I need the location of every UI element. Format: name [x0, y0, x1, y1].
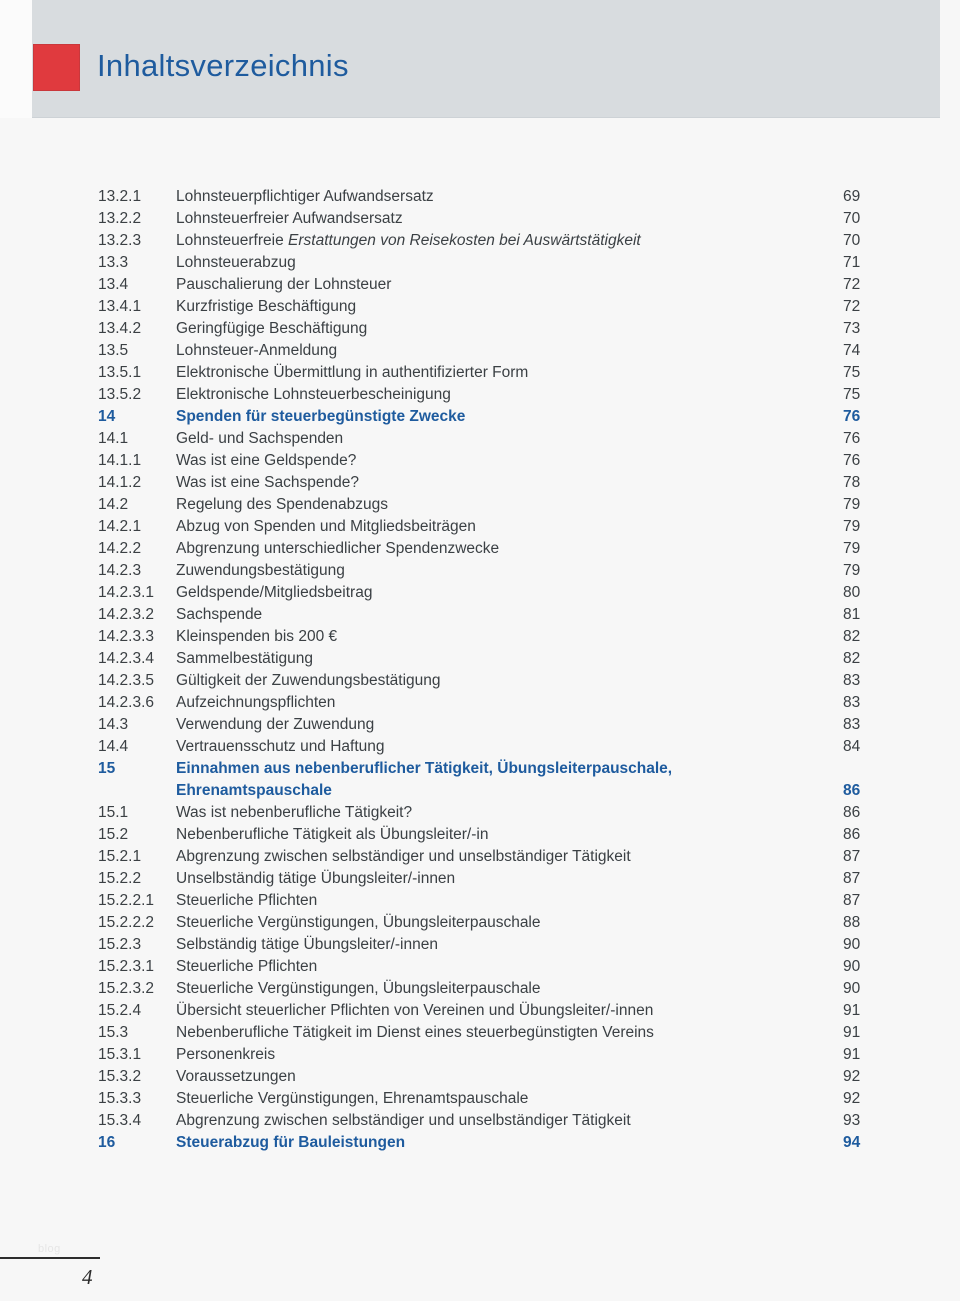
toc-entry-number: 15.2.3.2: [98, 980, 155, 997]
toc-entry-page: 79: [843, 540, 861, 557]
toc-entry[interactable]: [0, 208, 960, 230]
toc-entry[interactable]: [0, 692, 960, 714]
toc-entry-page: 73: [843, 320, 861, 337]
toc-entry-number: 13.4: [98, 276, 129, 293]
toc-entry-page: 72: [843, 276, 861, 293]
toc-entry[interactable]: [0, 714, 960, 736]
toc-entry[interactable]: [0, 252, 960, 274]
toc-entry-page: 75: [843, 364, 861, 381]
toc-entry-number: 15.3.3: [98, 1090, 142, 1107]
toc-entry-title: Spenden für steuerbegünstigte Zwecke: [176, 408, 466, 425]
toc-entry-number: 15.2: [98, 826, 129, 843]
toc-entry-number: 15.2.3.1: [98, 958, 155, 975]
toc-entry-title: Pauschalierung der Lohnsteuer: [176, 276, 392, 293]
toc-entry[interactable]: [0, 912, 960, 934]
toc-entry-page: 79: [843, 562, 861, 579]
toc-entry-page: 86: [843, 826, 861, 843]
toc-entry[interactable]: [0, 362, 960, 384]
toc-entry-title: Aufzeichnungspflichten: [176, 694, 336, 711]
toc-entry[interactable]: [0, 736, 960, 758]
toc-entry-title: Übersicht steuerlicher Pflichten von Vereinen und Übungsleiter/-innen: [176, 1002, 654, 1019]
toc-entry-number: 14.2.3.5: [98, 672, 155, 689]
toc-entry-page: 90: [843, 958, 861, 975]
toc-entry-page: 83: [843, 716, 861, 733]
toc-entry-number: 14.2.3.2: [98, 606, 155, 623]
toc-entry-number: 15.2.2: [98, 870, 142, 887]
toc-entry-title: Zuwendungsbestätigung: [176, 562, 345, 579]
toc-entry-page: 83: [843, 672, 861, 689]
toc-entry-page: 91: [843, 1046, 861, 1063]
toc-entry-title: Personenkreis: [176, 1046, 276, 1063]
page-footer: [0, 1221, 960, 1301]
toc-entry[interactable]: [0, 186, 960, 208]
toc-entry-title: Geld- und Sachspenden: [176, 430, 344, 447]
toc-entry-page: 69: [843, 188, 861, 205]
toc-entry[interactable]: [0, 582, 960, 604]
toc-entry-number: 16: [98, 1134, 116, 1151]
toc-entry-page: 84: [843, 738, 861, 755]
toc-entry[interactable]: [0, 406, 960, 428]
toc-entry-number: 14.4: [98, 738, 129, 755]
toc-entry-title: Regelung des Spendenabzugs: [176, 496, 389, 513]
toc-entry-page: 94: [843, 1134, 861, 1151]
toc-entry-page: 72: [843, 298, 861, 315]
toc-entry-title: Was ist eine Sachspende?: [176, 474, 359, 491]
toc-entry-title: Steuerliche Pflichten: [176, 892, 318, 909]
toc-entry-number: 14.1.1: [98, 452, 142, 469]
toc-entry-title: Gültigkeit der Zuwendungsbestätigung: [176, 672, 441, 689]
toc-entry-page: 76: [843, 430, 861, 447]
toc-entry[interactable]: [0, 318, 960, 340]
left-gutter: [0, 0, 32, 118]
toc-entry-page: 87: [843, 892, 861, 909]
toc-entry-number: 14.1: [98, 430, 129, 447]
toc-entry-title: Vertrauensschutz und Haftung: [176, 738, 385, 755]
toc-entry[interactable]: [0, 648, 960, 670]
toc-entry-title: Geldspende/Mitgliedsbeitrag: [176, 584, 373, 601]
toc-entry-title: Steuerliche Vergünstigungen, Ehrenamtspauschale: [176, 1090, 529, 1107]
toc-entry-number: 14.2: [98, 496, 129, 513]
toc-entry-page: 92: [843, 1068, 861, 1085]
toc-entry[interactable]: [0, 340, 960, 362]
toc-entry[interactable]: [0, 1044, 960, 1066]
toc-entry[interactable]: [0, 802, 960, 824]
toc-entry-page: 74: [843, 342, 861, 359]
toc-entry-number: 15.3.1: [98, 1046, 142, 1063]
toc-entry-number: 15: [98, 760, 116, 777]
toc-entry-title: Was ist nebenberufliche Tätigkeit?: [176, 804, 413, 821]
toc-entry-title: Steuerliche Vergünstigungen, Übungsleiterpauschale: [176, 980, 541, 997]
toc-entry-page: 82: [843, 650, 861, 667]
toc-entry-title: Selbständig tätige Übungsleiter/-innen: [176, 936, 438, 953]
toc-entry-number: 13.3: [98, 254, 129, 271]
toc-entry-number: 13.5: [98, 342, 129, 359]
toc-entry[interactable]: [0, 274, 960, 296]
toc-entry-title: Abgrenzung zwischen selbständiger und unselbständiger Tätigkeit: [176, 848, 631, 865]
toc-entry-page: 88: [843, 914, 861, 931]
toc-entry-page: 90: [843, 980, 861, 997]
toc-entry-page: 75: [843, 386, 861, 403]
toc-entry[interactable]: [0, 230, 960, 252]
toc-entry-page: 70: [843, 232, 861, 249]
red-accent-square: [34, 45, 79, 90]
toc-entry-title: Kleinspenden bis 200 €: [176, 628, 338, 645]
toc-entry[interactable]: [0, 978, 960, 1000]
toc-entry-title: Sammelbestätigung: [176, 650, 313, 667]
toc-entry-number: 14.2.3.4: [98, 650, 155, 667]
toc-entry-number: 13.5.2: [98, 386, 142, 403]
toc-entry-number: 14.1.2: [98, 474, 142, 491]
page-title: Inhaltsverzeichnis: [97, 48, 349, 83]
table-of-contents: [0, 186, 960, 1154]
toc-entry[interactable]: [0, 934, 960, 956]
toc-entry-page: 92: [843, 1090, 861, 1107]
toc-entry-title: Nebenberufliche Tätigkeit als Übungsleiter/-in: [176, 826, 489, 843]
toc-entry[interactable]: [0, 472, 960, 494]
toc-entry-number: 15.3.2: [98, 1068, 142, 1085]
toc-entry-title-emphasis: Erstattungen von Reisekosten bei Auswärtstätigkeit: [288, 232, 641, 249]
toc-entry-page: 87: [843, 870, 861, 887]
toc-entry-title: Lohnsteuerfreier Aufwandsersatz: [176, 210, 403, 227]
toc-entry[interactable]: [0, 296, 960, 318]
toc-entry-number: 14.3: [98, 716, 129, 733]
toc-entry-number: 15.3: [98, 1024, 129, 1041]
toc-entry[interactable]: [0, 560, 960, 582]
toc-entry[interactable]: [0, 1022, 960, 1044]
toc-entry-page: 80: [843, 584, 861, 601]
toc-entry-title: Lohnsteuerpflichtiger Aufwandsersatz: [176, 188, 434, 205]
toc-entry[interactable]: [0, 538, 960, 560]
toc-entry-page: 70: [843, 210, 861, 227]
toc-entry-page: 86: [843, 804, 861, 821]
toc-entry-title: Steuerliche Vergünstigungen, Übungsleiterpauschale: [176, 914, 541, 931]
toc-entry-title: Elektronische Lohnsteuerbescheinigung: [176, 386, 451, 403]
toc-entry-number: 13.2.2: [98, 210, 142, 227]
toc-entry-title: Kurzfristige Beschäftigung: [176, 298, 357, 315]
toc-entry[interactable]: [0, 868, 960, 890]
toc-entry-title: Unselbständig tätige Übungsleiter/-innen: [176, 870, 456, 887]
toc-entry[interactable]: [0, 846, 960, 868]
toc-entry-title: Lohnsteuerfreie Erstattungen von Reisekosten bei Auswärtstätigkeit: [176, 232, 641, 249]
toc-entry-title: Lohnsteuerabzug: [176, 254, 296, 271]
toc-entry-number: 15.1: [98, 804, 129, 821]
toc-entry-page: 79: [843, 518, 861, 535]
toc-entry-page: 79: [843, 496, 861, 513]
watermark-text: blog: [38, 1243, 61, 1255]
toc-entry[interactable]: [0, 758, 960, 780]
toc-entry-number: 15.2.4: [98, 1002, 142, 1019]
toc-entry[interactable]: [0, 670, 960, 692]
toc-entry-title: Einnahmen aus nebenberuflicher Tätigkeit, Übungsleiterpauschale,: [176, 760, 673, 777]
toc-entry-number: 15.2.1: [98, 848, 142, 865]
toc-entry-title: Abzug von Spenden und Mitgliedsbeiträgen: [176, 518, 476, 535]
toc-entry-title: Ehrenamtspauschale: [176, 782, 332, 799]
toc-entry[interactable]: [0, 494, 960, 516]
toc-entry[interactable]: [0, 384, 960, 406]
toc-entry-page: 91: [843, 1002, 861, 1019]
header-band: [32, 0, 940, 118]
toc-entry-title: Elektronische Übermittlung in authentifizierter Form: [176, 364, 529, 381]
folio-number: 4: [82, 1265, 93, 1289]
toc-entry-page: 91: [843, 1024, 861, 1041]
toc-entry-page: 93: [843, 1112, 861, 1129]
toc-entry-number: 13.5.1: [98, 364, 142, 381]
toc-entry[interactable]: [0, 1088, 960, 1110]
toc-entry-page: 78: [843, 474, 861, 491]
toc-entry-page: 90: [843, 936, 861, 953]
toc-entry-title: Verwendung der Zuwendung: [176, 716, 375, 733]
toc-entry-title: Nebenberufliche Tätigkeit im Dienst eines steuerbegünstigten Vereins: [176, 1024, 654, 1041]
toc-entry-number: 14.2.3.3: [98, 628, 155, 645]
toc-entry-title: Steuerabzug für Bauleistungen: [176, 1134, 406, 1151]
toc-entry[interactable]: [0, 1110, 960, 1132]
toc-entry-page: 76: [843, 408, 861, 425]
toc-entry-title: Abgrenzung unterschiedlicher Spendenzwecke: [176, 540, 500, 557]
toc-entry-number: 15.2.2.2: [98, 914, 155, 931]
toc-entry-number: 14.2.2: [98, 540, 142, 557]
toc-entry-number: 14: [98, 408, 116, 425]
toc-entry-number: 15.3.4: [98, 1112, 142, 1129]
toc-entry-title: Lohnsteuer-Anmeldung: [176, 342, 338, 359]
toc-entry-number: 15.2.2.1: [98, 892, 155, 909]
toc-entry-title: Geringfügige Beschäftigung: [176, 320, 368, 337]
footer-rule: [0, 1257, 100, 1259]
toc-entry-title: Voraussetzungen: [176, 1068, 296, 1085]
toc-entry-title: Steuerliche Pflichten: [176, 958, 318, 975]
toc-entry-page: 76: [843, 452, 861, 469]
toc-entry-page: 86: [843, 782, 861, 799]
toc-entry[interactable]: [0, 626, 960, 648]
toc-entry[interactable]: [0, 604, 960, 626]
toc-entry-page: 71: [843, 254, 861, 271]
toc-entry-number: 13.2.3: [98, 232, 142, 249]
toc-entry-title: Abgrenzung zwischen selbständiger und unselbständiger Tätigkeit: [176, 1112, 631, 1129]
toc-entry[interactable]: [0, 1000, 960, 1022]
toc-entry-page: 83: [843, 694, 861, 711]
toc-entry[interactable]: [0, 516, 960, 538]
toc-entry-number: 15.2.3: [98, 936, 142, 953]
toc-entry-page: 81: [843, 606, 861, 623]
toc-entry-number: 14.2.3.6: [98, 694, 155, 711]
toc-entry-number: 13.4.2: [98, 320, 142, 337]
toc-entry[interactable]: [0, 824, 960, 846]
toc-entry-number: 13.2.1: [98, 188, 142, 205]
toc-entry-number: 14.2.3.1: [98, 584, 155, 601]
toc-entry-page: 87: [843, 848, 861, 865]
toc-entry-page: 82: [843, 628, 861, 645]
toc-entry-number: 14.2.1: [98, 518, 142, 535]
toc-entry[interactable]: [0, 450, 960, 472]
toc-entry[interactable]: [0, 1066, 960, 1088]
toc-entry[interactable]: [0, 956, 960, 978]
toc-entry[interactable]: [0, 780, 960, 802]
toc-entry-number: 14.2.3: [98, 562, 142, 579]
toc-entry-number: 13.4.1: [98, 298, 142, 315]
toc-entry[interactable]: [0, 890, 960, 912]
toc-entry[interactable]: [0, 428, 960, 450]
toc-entry-title: Was ist eine Geldspende?: [176, 452, 357, 469]
toc-entry-title: Sachspende: [176, 606, 263, 623]
toc-entry[interactable]: [0, 1132, 960, 1154]
